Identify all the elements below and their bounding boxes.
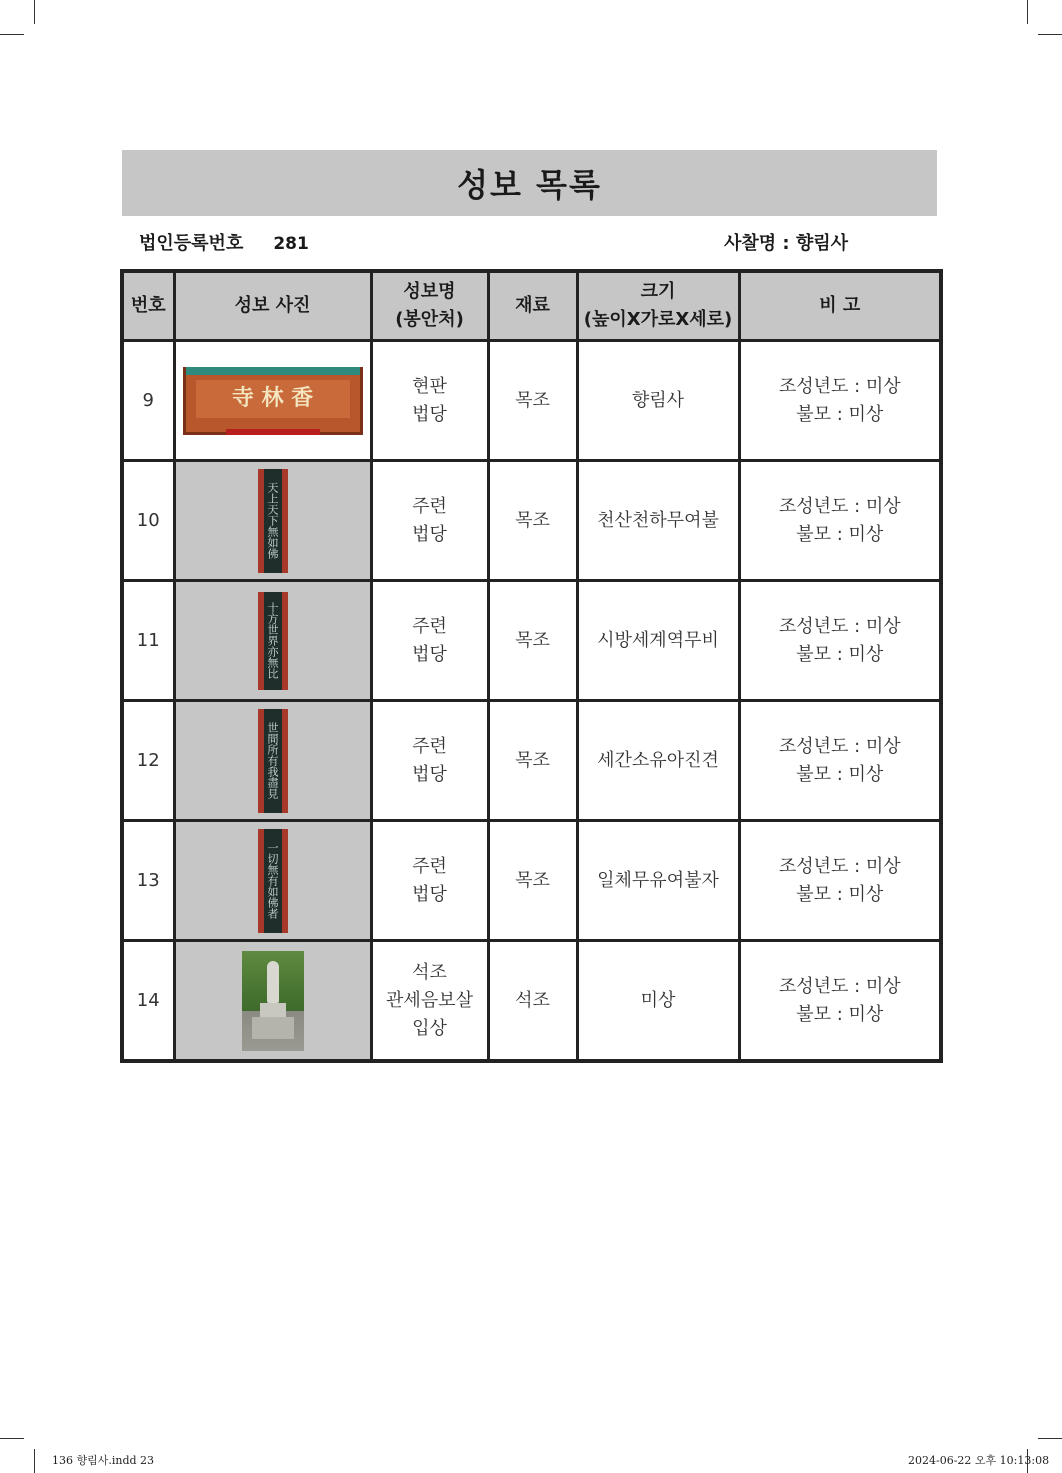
pillar-text: 一切無有如佛者 — [264, 829, 282, 933]
cell-photo — [174, 581, 371, 701]
cell-name — [371, 941, 488, 1062]
cell-no: 14 — [122, 941, 174, 1062]
temple-name: 사찰명 : 향림사 — [724, 233, 849, 254]
cell-name-line1: 주련 — [412, 495, 447, 517]
cell-photo — [174, 461, 371, 581]
header-no: 번호 — [122, 271, 174, 341]
cell-size: 세간소유아진견 — [577, 701, 739, 821]
footer-timestamp: 2024-06-22 오후 10:13:08 — [908, 1454, 1050, 1467]
cell-material: 목조 — [488, 821, 577, 941]
cell-remark-line2: 불모 : 미상 — [796, 883, 884, 905]
cell-remark-line2: 불모 : 미상 — [796, 1003, 884, 1025]
juryeon-pillar-photo — [258, 592, 288, 690]
page-title: 성보 목록 — [457, 166, 602, 204]
statue-figure — [267, 961, 279, 1003]
cell-remark-line2: 불모 : 미상 — [796, 763, 884, 785]
registration-info — [139, 229, 309, 255]
cell-name — [371, 341, 488, 461]
table-row — [122, 701, 941, 821]
cell-remark-line1: 조성년도 : 미상 — [778, 855, 901, 877]
header-name-line1: 성보명 — [403, 281, 456, 302]
header-size-line2: (높이X가로X세로) — [583, 309, 733, 330]
cell-material: 목조 — [488, 701, 577, 821]
pillar-text: 十方世界亦無比 — [264, 592, 282, 690]
cell-name-line1: 석조 — [412, 961, 447, 983]
header-photo: 성보 사진 — [174, 271, 371, 341]
crop-mark — [1027, 0, 1028, 24]
cell-name-line1: 현판 — [412, 375, 447, 397]
cell-size: 미상 — [577, 941, 739, 1062]
title-bar — [122, 150, 937, 216]
pillar-text: 世間所有我盡見 — [264, 709, 282, 813]
table-row — [122, 341, 941, 461]
pillar-text: 天上天下無如佛 — [264, 469, 282, 573]
cell-no: 11 — [122, 581, 174, 701]
cell-name-line2: 관세음보살 — [386, 989, 473, 1011]
crop-mark — [0, 34, 24, 35]
cell-size: 향림사 — [577, 341, 739, 461]
cell-size: 천산천하무여불 — [577, 461, 739, 581]
plaque-text: 寺 林 香 — [196, 380, 350, 418]
footer-file-info: 136 향림사.indd 23 — [52, 1454, 155, 1467]
cell-name-line1: 주련 — [412, 615, 447, 637]
table-row — [122, 461, 941, 581]
cell-material: 목조 — [488, 581, 577, 701]
statue-base — [252, 1017, 294, 1039]
cell-remark-line2: 불모 : 미상 — [796, 643, 884, 665]
cell-no: 10 — [122, 461, 174, 581]
cell-remark-line1: 조성년도 : 미상 — [778, 495, 901, 517]
cell-name-line2: 법당 — [412, 763, 447, 785]
cell-photo — [174, 341, 371, 461]
cell-size: 시방세계역무비 — [577, 581, 739, 701]
cell-name-line2: 법당 — [412, 523, 447, 545]
cell-material: 목조 — [488, 461, 577, 581]
cell-name-line2: 법당 — [412, 403, 447, 425]
cell-size: 일체무유여불자 — [577, 821, 739, 941]
hyeonpan-plaque-photo — [183, 367, 363, 435]
header-name — [371, 271, 488, 341]
crop-mark — [34, 1449, 35, 1473]
cell-remarks — [739, 941, 941, 1062]
cell-photo — [174, 941, 371, 1062]
cell-remark-line1: 조성년도 : 미상 — [778, 615, 901, 637]
cell-name — [371, 821, 488, 941]
treasure-list-table — [120, 269, 943, 1063]
cell-name-line2: 법당 — [412, 883, 447, 905]
cell-photo — [174, 701, 371, 821]
cell-no: 13 — [122, 821, 174, 941]
cell-remarks — [739, 581, 941, 701]
registration-label: 법인등록번호 — [139, 233, 244, 254]
cell-remark-line1: 조성년도 : 미상 — [778, 375, 901, 397]
cell-photo — [174, 821, 371, 941]
table-row — [122, 941, 941, 1062]
registration-number: 281 — [273, 234, 309, 254]
cell-name-line1: 주련 — [412, 735, 447, 757]
cell-remark-line2: 불모 : 미상 — [796, 523, 884, 545]
crop-mark — [1038, 34, 1062, 35]
cell-remark-line1: 조성년도 : 미상 — [778, 975, 901, 997]
cell-remarks — [739, 461, 941, 581]
table-row — [122, 581, 941, 701]
cell-name-line1: 주련 — [412, 855, 447, 877]
header-size — [577, 271, 739, 341]
cell-material: 목조 — [488, 341, 577, 461]
table-header-row — [122, 271, 941, 341]
statue-pedestal — [260, 1003, 286, 1017]
cell-remarks — [739, 821, 941, 941]
table-row — [122, 821, 941, 941]
cell-remarks — [739, 701, 941, 821]
cell-material: 석조 — [488, 941, 577, 1062]
juryeon-pillar-photo — [258, 709, 288, 813]
header-name-line2: (봉안처) — [395, 309, 464, 330]
juryeon-pillar-photo — [258, 829, 288, 933]
crop-mark — [34, 0, 35, 24]
cell-name — [371, 461, 488, 581]
cell-remark-line2: 불모 : 미상 — [796, 403, 884, 425]
cell-name-line3: 입상 — [412, 1017, 447, 1039]
cell-no: 12 — [122, 701, 174, 821]
stone-statue-photo — [242, 951, 304, 1051]
header-remarks: 비 고 — [739, 271, 941, 341]
cell-name — [371, 581, 488, 701]
plaque-frame-top — [186, 367, 360, 375]
cell-no: 9 — [122, 341, 174, 461]
cell-remarks — [739, 341, 941, 461]
cell-remark-line1: 조성년도 : 미상 — [778, 735, 901, 757]
crop-mark — [0, 1438, 24, 1439]
cell-name — [371, 701, 488, 821]
cell-name-line2: 법당 — [412, 643, 447, 665]
juryeon-pillar-photo — [258, 469, 288, 573]
crop-mark — [1038, 1438, 1062, 1439]
header-material: 재료 — [488, 271, 577, 341]
header-size-line1: 크기 — [640, 281, 676, 302]
plaque-frame-bottom — [226, 429, 320, 435]
